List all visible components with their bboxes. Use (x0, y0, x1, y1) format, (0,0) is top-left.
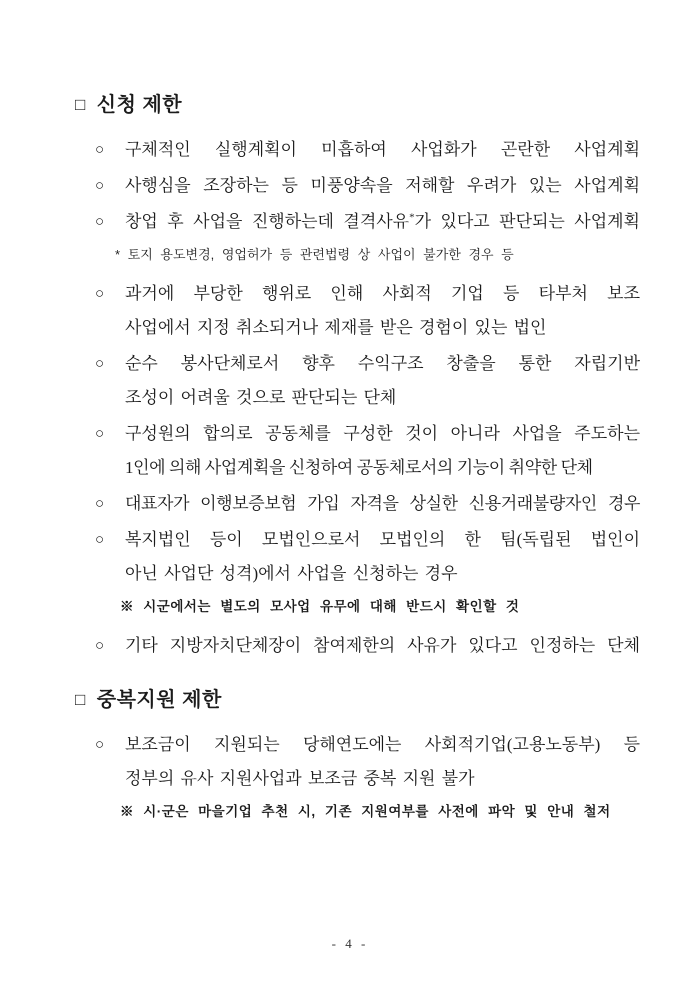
list-item (95, 133, 640, 167)
circle-bullet-icon: ○ (95, 178, 105, 194)
item-text-line: 구체적인 실행계획이 미흡하여 사업화가 곤란한 사업계획 (125, 140, 640, 159)
note-text: ※ 시·군은 마을기업 추천 시, 기존 지원여부를 사전에 파악 및 안내 철저 (120, 804, 611, 819)
item-text-line: 구성원의 합의로 공동체를 구성한 것이 아니라 사업을 주도하는 (125, 424, 640, 443)
section-heading-application-restrictions (75, 88, 640, 117)
section-heading-text: 중복지원 제한 (96, 689, 222, 711)
list-item (95, 728, 640, 796)
circle-bullet-icon: ○ (95, 638, 105, 654)
note-text: ※ 시군에서는 별도의 모사업 유무에 대해 반드시 확인할 것 (120, 599, 520, 614)
item-text-line: 대표자가 이행보증보험 가입 자격을 상실한 신용거래불량자인 경우 (125, 494, 640, 513)
item-text-line: 순수 봉사단체로서 향후 수익구조 창출을 통한 자립기반 (125, 354, 640, 373)
item-text-line: 과거에 부당한 행위로 인해 사회적 기업 등 타부처 보조 (125, 284, 640, 303)
item-text-line: 보조금이 지원되는 당해연도에는 사회적기업(고용노동부) 등 (125, 735, 640, 754)
item-text-segment: 창업 후 사업을 진행하는데 결격사유 (125, 212, 410, 231)
list-item (95, 523, 640, 591)
circle-bullet-icon: ○ (95, 737, 105, 753)
item-text-segment: 가 있다고 판단되는 사업계획 (414, 212, 640, 231)
item-text-line: 조성이 어려울 것으로 판단되는 단체 (125, 388, 397, 407)
circle-bullet-icon: ○ (95, 356, 105, 372)
list-item (95, 277, 640, 345)
circle-bullet-icon: ○ (95, 532, 105, 548)
list-item (95, 417, 640, 485)
section-heading-text: 신청 제한 (96, 94, 183, 116)
list-item (95, 205, 640, 239)
page-number: - 4 - (331, 936, 369, 951)
item-text-line: 정부의 유사 지원사업과 보조금 중복 지원 불가 (125, 769, 475, 788)
item-text-line: 기타 지방자치단체장이 참여제한의 사유가 있다고 인정하는 단체 (125, 636, 640, 655)
list-item (95, 347, 640, 415)
circle-bullet-icon: ○ (95, 214, 105, 230)
footnote-text: * 토지 용도변경, 영업허가 등 관련법령 상 사업이 불가한 경우 등 (115, 247, 514, 262)
item-text-line (125, 205, 640, 239)
section-heading-duplicate-support-restrictions (75, 683, 640, 712)
circle-bullet-icon: ○ (95, 142, 105, 158)
item-text-line: 아닌 사업단 성격)에서 사업을 신청하는 경우 (125, 564, 458, 583)
item-text-line: 복지법인 등이 모법인으로서 모법인의 한 팀(독립된 법인이 (125, 530, 640, 549)
item-text-line: 1인에 의해 사업계획을 신청하여 공동체로서의 기능이 취약한 단체 (125, 458, 593, 477)
footnote-asterisk-marker: * (409, 211, 415, 224)
list-item (95, 629, 640, 663)
list-item (95, 487, 640, 521)
circle-bullet-icon: ○ (95, 426, 105, 442)
item-text-line: 사업에서 지정 취소되거나 제재를 받은 경험이 있는 법인 (125, 318, 547, 337)
square-bullet-icon: □ (75, 690, 86, 709)
list-item (95, 169, 640, 203)
square-bullet-icon: □ (75, 95, 86, 114)
circle-bullet-icon: ○ (95, 286, 105, 302)
item-text-line: 사행심을 조장하는 등 미풍양속을 저해할 우려가 있는 사업계획 (125, 176, 640, 195)
circle-bullet-icon: ○ (95, 496, 105, 512)
